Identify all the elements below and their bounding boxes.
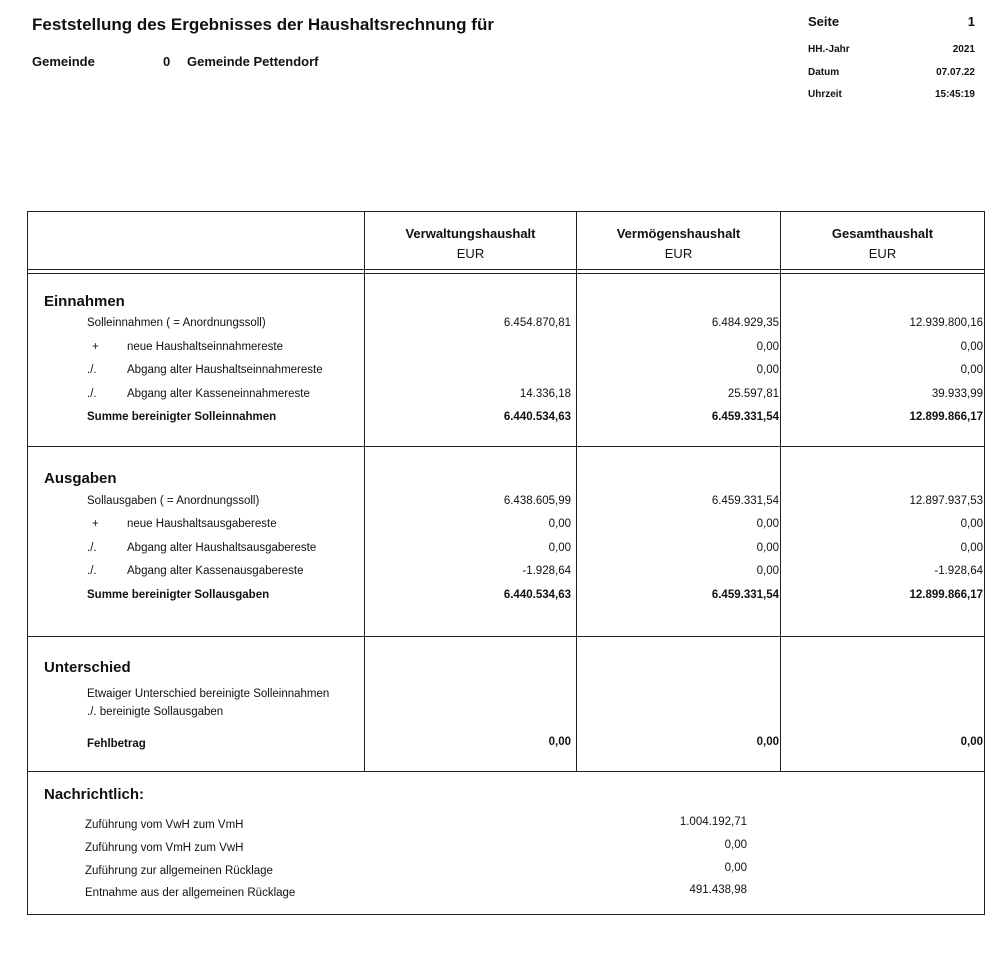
row-prefix: ./. bbox=[87, 364, 97, 376]
cell-verwaltung: 6.438.605,99 bbox=[503, 495, 571, 507]
nachrichtlich-value: 0,00 bbox=[724, 862, 747, 874]
cell-vermoegen: 0,00 bbox=[756, 341, 779, 353]
row-label: Abgang alter Kassenausgabereste bbox=[127, 565, 304, 577]
column-unit: EUR bbox=[868, 246, 897, 261]
sum-vermoegen: 6.459.331,54 bbox=[711, 411, 779, 423]
hhjahr-value: 2021 bbox=[952, 44, 975, 55]
sum-gesamt: 12.899.866,17 bbox=[909, 411, 983, 423]
section-divider bbox=[27, 636, 985, 637]
cell-gesamt: -1.928,64 bbox=[934, 565, 983, 577]
nachrichtlich-value: 1.004.192,71 bbox=[679, 816, 747, 828]
cell-gesamt: 0,00 bbox=[960, 542, 983, 554]
row-label: Abgang alter Kasseneinnahmereste bbox=[127, 388, 310, 400]
column-unit: EUR bbox=[664, 246, 693, 261]
cell-gesamt: 39.933,99 bbox=[931, 388, 983, 400]
row-prefix: ./. bbox=[87, 388, 97, 400]
column-unit: EUR bbox=[456, 246, 485, 261]
fehlbetrag-vermoegen: 0,00 bbox=[756, 736, 779, 748]
cell-gesamt: 12.897.937,53 bbox=[909, 495, 983, 507]
sum-vermoegen: 6.459.331,54 bbox=[711, 589, 779, 601]
datum-label: Datum bbox=[808, 67, 840, 78]
fehlbetrag-gesamt: 0,00 bbox=[960, 736, 983, 748]
section-title-ausgaben: Ausgaben bbox=[44, 470, 117, 487]
sum-label-einnahmen: Summe bereinigter Solleinnahmen bbox=[87, 411, 277, 423]
section-title-nachrichtlich: Nachrichtlich: bbox=[44, 786, 145, 803]
gemeinde-label: Gemeinde bbox=[32, 54, 95, 69]
cell-gesamt: 0,00 bbox=[960, 341, 983, 353]
row-prefix: ./. bbox=[87, 542, 97, 554]
sum-verwaltung: 6.440.534,63 bbox=[503, 411, 571, 423]
column-title: Vermögenshaushalt bbox=[616, 226, 741, 241]
header-rule-1 bbox=[27, 269, 985, 270]
uhrzeit-label: Uhrzeit bbox=[808, 89, 842, 100]
cell-verwaltung: -1.928,64 bbox=[522, 565, 571, 577]
row-label: neue Haushaltseinnahmereste bbox=[127, 341, 283, 353]
unterschied-description: Etwaiger Unterschied bereinigte Solleinnahmen bbox=[87, 688, 330, 700]
nachrichtlich-label: Zuführung zur allgemeinen Rücklage bbox=[85, 865, 273, 877]
sum-verwaltung: 6.440.534,63 bbox=[503, 589, 571, 601]
cell-gesamt: 0,00 bbox=[960, 518, 983, 530]
row-prefix: ./. bbox=[87, 565, 97, 577]
nachrichtlich-value: 0,00 bbox=[724, 839, 747, 851]
cell-vermoegen: 25.597,81 bbox=[727, 388, 779, 400]
column-title: Verwaltungshaushalt bbox=[405, 226, 536, 241]
row-label: Solleinnahmen ( = Anordnungssoll) bbox=[87, 317, 266, 329]
unterschied-description: ./. bereinigte Sollausgaben bbox=[87, 706, 224, 718]
section-divider bbox=[27, 446, 985, 447]
column-title: Gesamthaushalt bbox=[831, 226, 934, 241]
row-label: Abgang alter Haushaltsausgabereste bbox=[127, 542, 317, 554]
seite-value: 1 bbox=[967, 14, 975, 29]
row-label: Sollausgaben ( = Anordnungssoll) bbox=[87, 495, 260, 507]
nachrichtlich-label: Entnahme aus der allgemeinen Rücklage bbox=[85, 887, 296, 899]
nachrichtlich-label: Zuführung vom VwH zum VmH bbox=[85, 819, 244, 831]
column-divider bbox=[364, 211, 365, 771]
cell-verwaltung: 6.454.870,81 bbox=[503, 317, 571, 329]
cell-gesamt: 12.939.800,16 bbox=[909, 317, 983, 329]
cell-vermoegen: 0,00 bbox=[756, 542, 779, 554]
row-label: neue Haushaltsausgabereste bbox=[127, 518, 277, 530]
seite-label: Seite bbox=[808, 14, 840, 29]
hhjahr-label: HH.-Jahr bbox=[808, 44, 850, 55]
row-label: Abgang alter Haushaltseinnahmereste bbox=[127, 364, 323, 376]
row-prefix: + bbox=[92, 518, 99, 530]
column-divider bbox=[576, 211, 577, 771]
column-divider bbox=[780, 211, 781, 771]
column-header-vermoegen bbox=[577, 224, 780, 264]
cell-gesamt: 0,00 bbox=[960, 364, 983, 376]
fehlbetrag-label: Fehlbetrag bbox=[87, 738, 146, 750]
section-title-unterschied: Unterschied bbox=[44, 659, 131, 676]
gemeinde-name: Gemeinde Pettendorf bbox=[187, 54, 319, 69]
sum-label-ausgaben: Summe bereinigter Sollausgaben bbox=[87, 589, 270, 601]
nachrichtlich-label: Zuführung vom VmH zum VwH bbox=[85, 842, 244, 854]
nachrichtlich-value: 491.438,98 bbox=[689, 884, 747, 896]
sum-gesamt: 12.899.866,17 bbox=[909, 589, 983, 601]
gemeinde-number: 0 bbox=[163, 54, 171, 69]
row-prefix: + bbox=[92, 341, 99, 353]
page-title: Feststellung des Ergebnisses der Haushaltsrechnung für bbox=[32, 15, 494, 34]
section-title-einnahmen: Einnahmen bbox=[44, 293, 125, 310]
cell-vermoegen: 6.484.929,35 bbox=[711, 317, 779, 329]
cell-vermoegen: 6.459.331,54 bbox=[711, 495, 779, 507]
datum-value: 07.07.22 bbox=[936, 67, 975, 78]
header-rule-2 bbox=[27, 273, 985, 274]
column-header-gesamt bbox=[781, 224, 984, 264]
column-header-verwaltung bbox=[365, 224, 576, 264]
uhrzeit-value: 15:45:19 bbox=[934, 89, 975, 100]
cell-vermoegen: 0,00 bbox=[756, 364, 779, 376]
cell-vermoegen: 0,00 bbox=[756, 565, 779, 577]
cell-verwaltung: 14.336,18 bbox=[519, 388, 571, 400]
cell-verwaltung: 0,00 bbox=[548, 518, 571, 530]
fehlbetrag-verwaltung: 0,00 bbox=[548, 736, 571, 748]
cell-vermoegen: 0,00 bbox=[756, 518, 779, 530]
cell-verwaltung: 0,00 bbox=[548, 542, 571, 554]
section-divider bbox=[27, 771, 985, 772]
